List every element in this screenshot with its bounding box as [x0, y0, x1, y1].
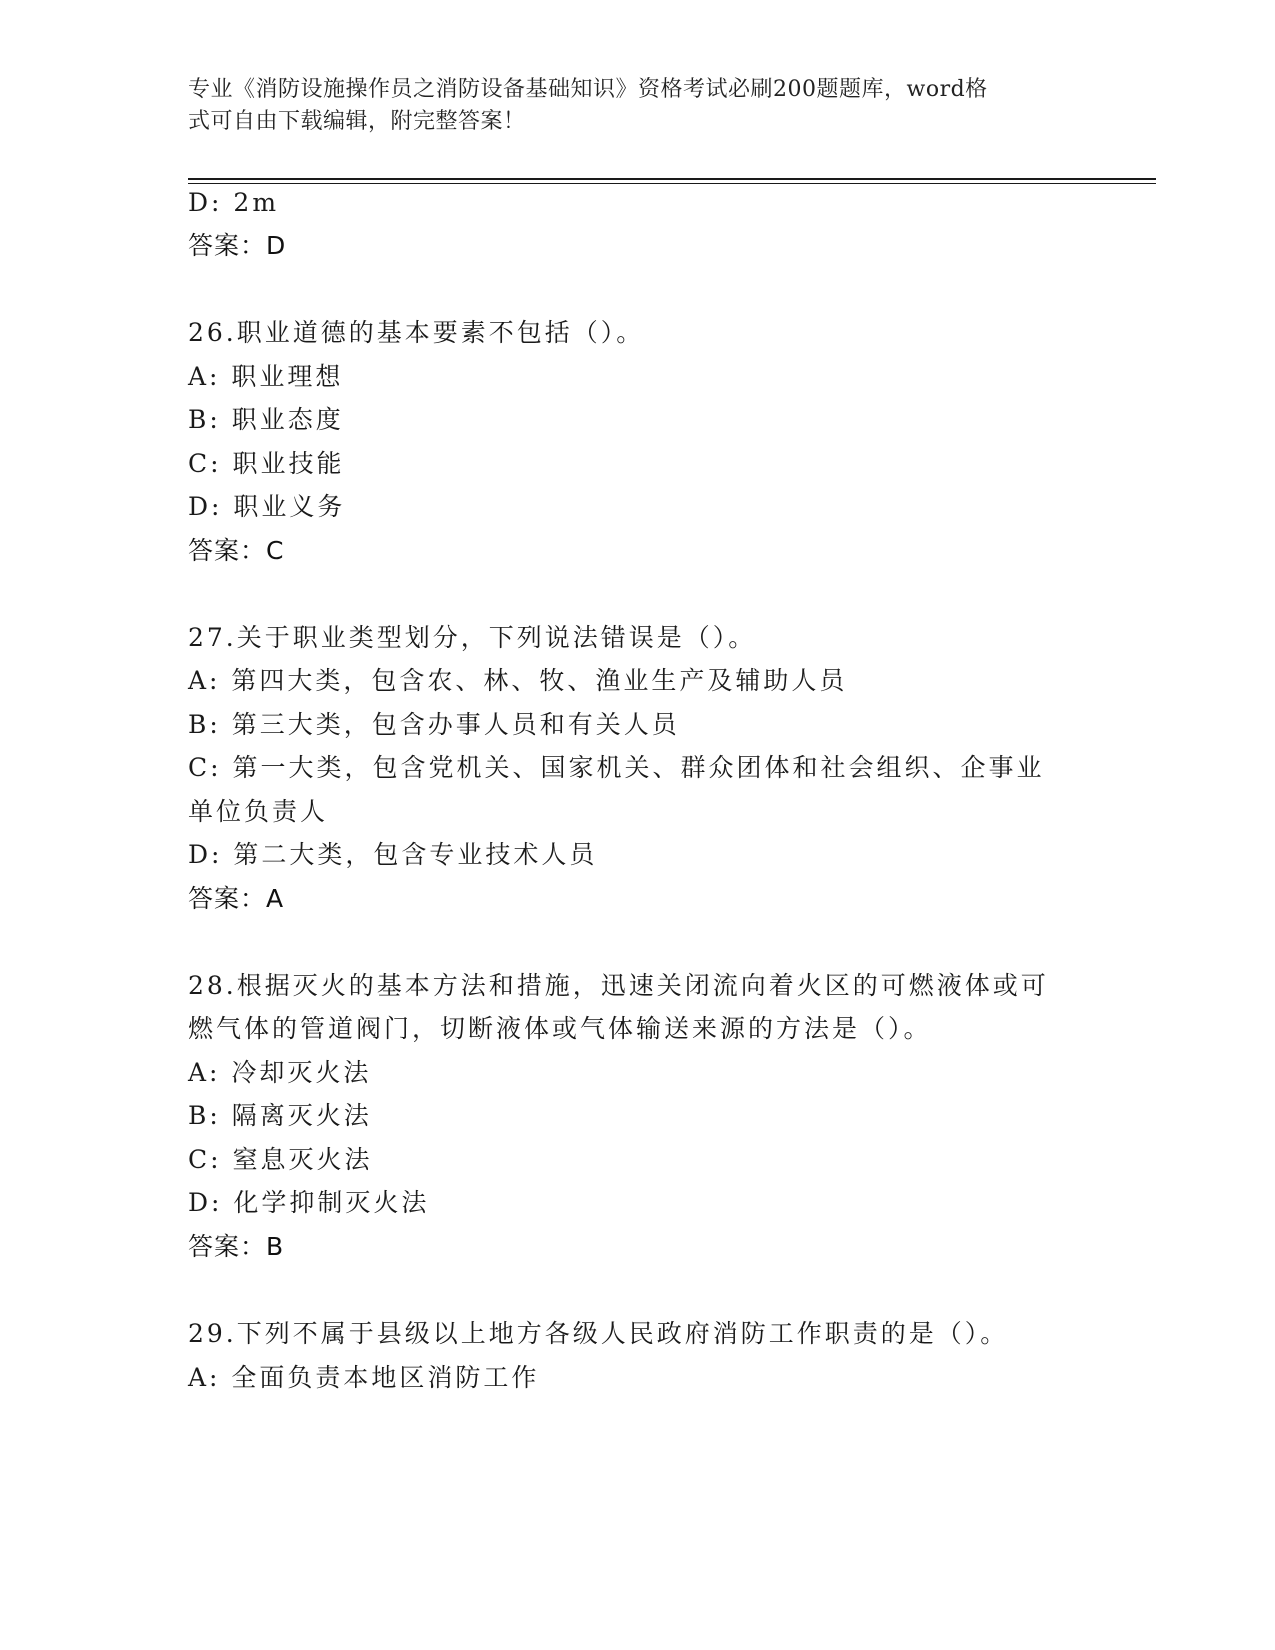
header-line-2: 式可自由下载编辑，附完整答案！ [188, 109, 526, 134]
q27-stem: 27.关于职业类型划分，下列说法错误是（）。 [188, 623, 757, 652]
prev-option-d: D: 2m [188, 188, 280, 217]
header-line-1: 专业《消防设施操作员之消防设备基础知识》资格考试必刷200题题库，word格 [188, 77, 988, 102]
header-divider-thick [188, 178, 1156, 180]
q27-option-b: B: 第三大类，包含办事人员和有关人员 [188, 710, 680, 739]
q28-option-a: A: 冷却灭火法 [188, 1058, 372, 1087]
q26-option-a: A: 职业理想 [188, 362, 344, 391]
q27-option-c-line-1: C: 第一大类，包含党机关、国家机关、群众团体和社会组织、企事业 [188, 753, 1045, 782]
q27-option-c-line-2: 单位负责人 [188, 797, 329, 826]
q27-option-d: D: 第二大类，包含专业技术人员 [188, 840, 598, 869]
q27-answer: 答案：A [188, 884, 285, 913]
document-header [188, 74, 1068, 138]
q26-answer: 答案：C [188, 536, 285, 565]
prev-answer: 答案：D [188, 231, 287, 260]
q28-stem-line-1: 28.根据灭火的基本方法和措施，迅速关闭流向着火区的可燃液体或可 [188, 971, 1049, 1000]
q28-option-b: B: 隔离灭火法 [188, 1101, 372, 1130]
q29-stem: 29.下列不属于县级以上地方各级人民政府消防工作职责的是（）。 [188, 1319, 1009, 1348]
q28-option-c: C: 窒息灭火法 [188, 1145, 373, 1174]
q26-option-c: C: 职业技能 [188, 449, 345, 478]
q26-option-d: D: 职业义务 [188, 492, 346, 521]
q27-option-a: A: 第四大类，包含农、林、牧、渔业生产及辅助人员 [188, 666, 848, 695]
header-divider-thin [188, 183, 1156, 184]
q28-option-d: D: 化学抑制灭火法 [188, 1188, 430, 1217]
q29-option-a: A: 全面负责本地区消防工作 [188, 1363, 540, 1392]
q26-option-b: B: 职业态度 [188, 405, 344, 434]
q28-answer: 答案：B [188, 1232, 285, 1261]
q28-stem-line-2: 燃气体的管道阀门，切断液体或气体输送来源的方法是（）。 [188, 1014, 932, 1043]
q26-stem: 26.职业道德的基本要素不包括（）。 [188, 318, 645, 347]
